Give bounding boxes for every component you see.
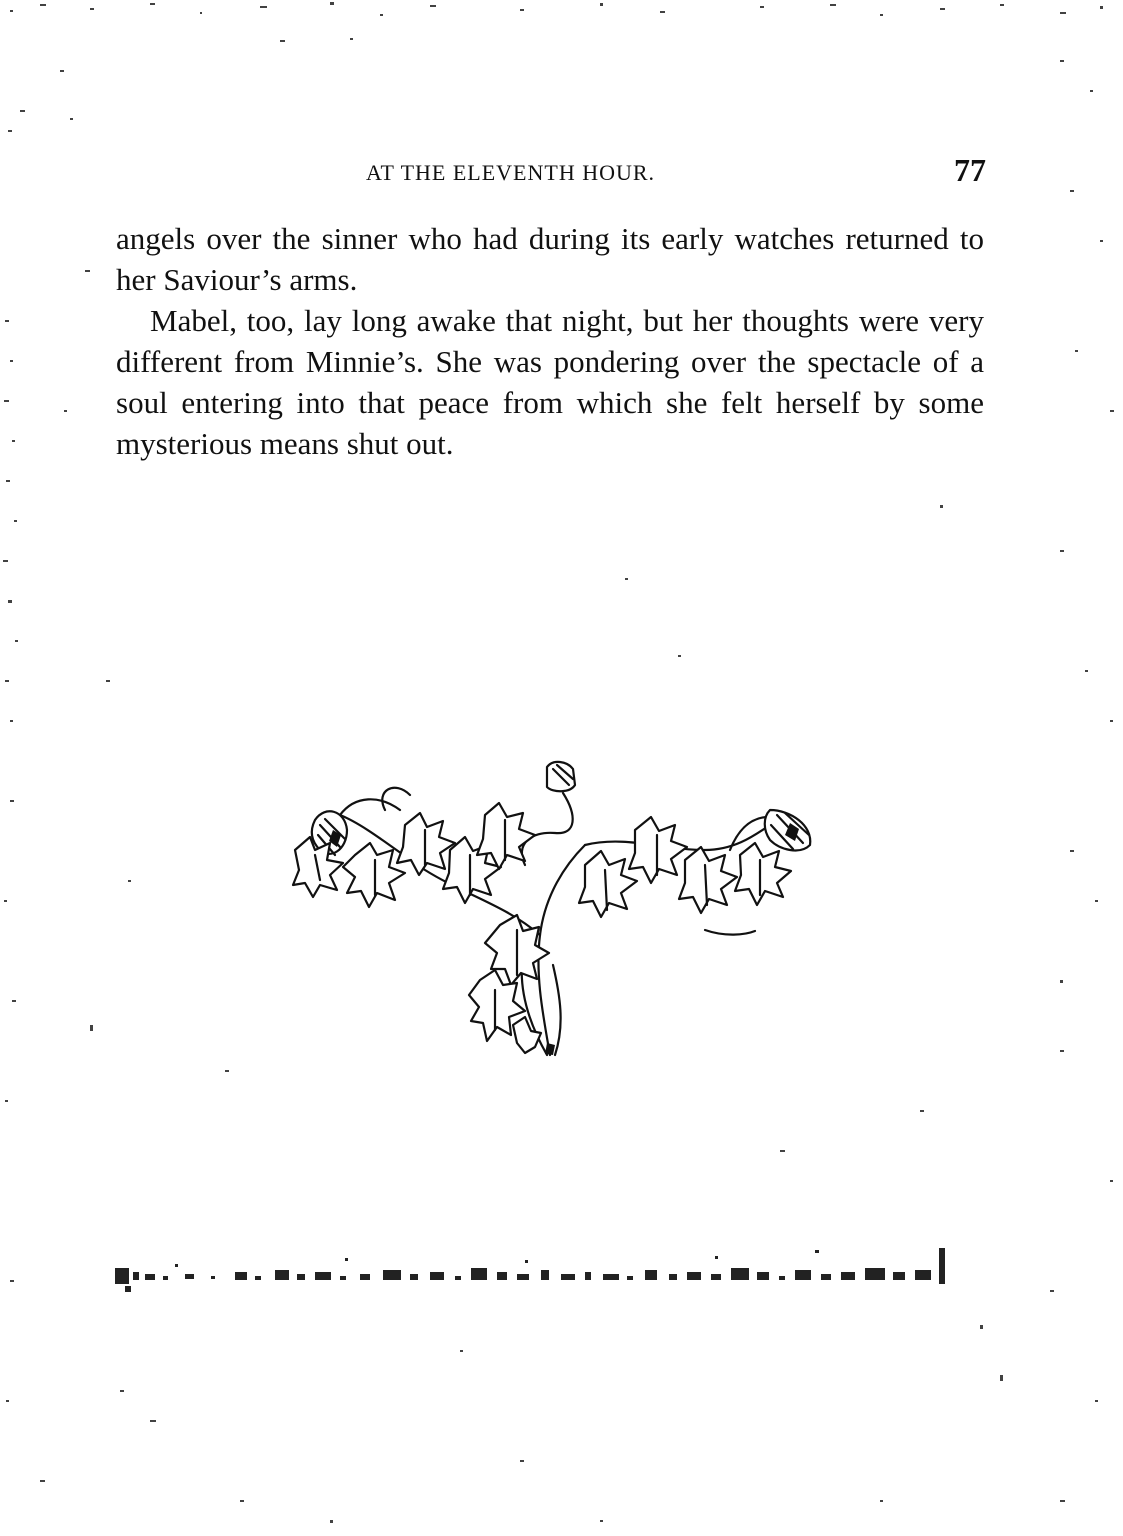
running-title: AT THE ELEVENTH HOUR. [366, 160, 656, 185]
page-number: 77 [954, 152, 986, 188]
body-text [116, 218, 984, 464]
paragraph-2: Mabel, too, lay long awake that night, but her thoughts were very different from Minnie’s. She was pondering over the spectacle of a soul entering into that peace from which she felt herself by some mysterious means shut out. [116, 303, 984, 461]
floral-vignette-icon [285, 755, 815, 1060]
paragraph-1: angels over the sinner who had during its early watches returned to her Saviour’s arms. [116, 221, 984, 297]
print-noise-band [115, 1238, 960, 1300]
running-head [116, 152, 986, 192]
